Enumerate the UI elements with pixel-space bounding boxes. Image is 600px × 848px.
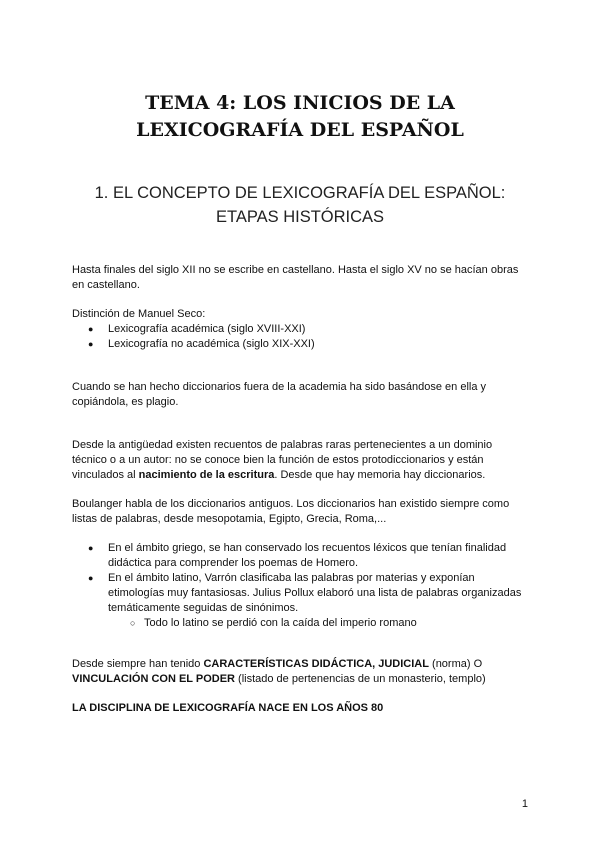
bullet-icon: ● [88, 324, 94, 334]
list-item [72, 322, 532, 337]
document-title [60, 90, 540, 144]
list-item [72, 541, 532, 571]
list-item [72, 337, 532, 352]
section-heading [60, 181, 540, 229]
paragraph-line: Hasta finales del siglo XII no se escribe en castellano. Hasta el siglo XV no se hacían obras [72, 264, 519, 276]
paragraph-line: listas de palabras, desde mesopotamia, Egipto, Grecia, Roma,... [72, 513, 387, 525]
section-heading-line-2: ETAPAS HISTÓRICAS [215, 208, 385, 226]
paragraph-antiguedad [72, 438, 532, 483]
paragraph-line: en castellano. [72, 279, 140, 291]
section-heading-line-1: 1. EL CONCEPTO DE LEXICOGRAFÍA DEL ESPAÑOL: [94, 184, 506, 202]
list-item [72, 571, 532, 631]
paragraph-line: Boulanger habla de los diccionarios antiguos. Los diccionarios han existido siempre como [72, 498, 510, 510]
bold-text: VINCULACIÓN CON EL PODER [72, 673, 235, 685]
circle-bullet-icon: ○ [130, 618, 136, 628]
paragraph-line [72, 701, 532, 716]
bold-text: LA DISCIPLINA DE LEXICOGRAFÍA NACE EN LOS AÑOS 80 [72, 702, 384, 714]
paragraph-line: Desde la antigüedad existen recuentos de palabras raras pertenecientes a un dominio [72, 439, 493, 451]
list-item-text: Lexicografía no académica (siglo XIX-XXI) [108, 338, 315, 350]
paragraph-line: técnico o a un autor: no se conoce bien la función de estos protodiccionarios y están [72, 454, 484, 466]
paragraph-plagio [72, 380, 532, 410]
paragraph-caracteristicas [72, 657, 532, 687]
bullet-icon: ● [88, 543, 94, 553]
text-run: Desde siempre han tenido [72, 658, 204, 670]
bold-text: CARACTERÍSTICAS DIDÁCTICA, JUDICIAL [203, 658, 429, 670]
page-number: 1 [521, 798, 528, 810]
text-run: vinculados al [72, 469, 139, 481]
bold-text: nacimiento de la escritura [138, 469, 275, 481]
paragraph-line: Cuando se han hecho diccionarios fuera de la academia ha sido basándose en ella y [72, 381, 487, 393]
sub-list [108, 616, 532, 631]
paragraph-distincion-intro [72, 307, 532, 322]
title-line-1: TEMA 4: LOS INICIOS DE LA [145, 92, 455, 114]
distinction-list [72, 322, 532, 352]
bullet-icon: ● [88, 339, 94, 349]
sub-list-item [108, 616, 532, 631]
paragraph-line: copiándola, es plagio. [72, 396, 179, 408]
text-run: (listado de pertenencias de un monasterio, templo) [234, 673, 486, 685]
text-run: . Desde que hay memoria hay diccionarios. [274, 469, 486, 481]
paragraph-line [72, 672, 532, 687]
text-run: (norma) O [428, 658, 483, 670]
paragraph-siglos [72, 263, 532, 293]
paragraph-disciplina [72, 701, 532, 716]
title-line-2: LEXICOGRAFÍA DEL ESPAÑOL [136, 119, 464, 141]
paragraph-line [72, 468, 532, 483]
paragraph-line [72, 657, 532, 672]
ambitos-list [72, 541, 532, 631]
list-item-text: Lexicografía académica (siglo XVIII-XXI) [108, 323, 306, 335]
sub-list-item-text: Todo lo latino se perdió con la caída del imperio romano [144, 617, 417, 629]
list-item-text: etimologías muy fantasiosas. Julius Pollux elaboró una lista de palabras organizadas [108, 587, 522, 599]
bullet-icon: ● [88, 573, 94, 583]
paragraph-boulanger [72, 497, 532, 527]
paragraph-line: Distinción de Manuel Seco: [72, 308, 206, 320]
list-item-text: En el ámbito griego, se han conservado los recuentos léxicos que tenían finalidad [108, 542, 507, 554]
list-item-text: En el ámbito latino, Varrón clasificaba las palabras por materias y exponían [108, 572, 475, 584]
list-item-text: didáctica para comprender los poemas de Homero. [108, 557, 359, 569]
list-item-text: temáticamente seguidas de sinónimos. [108, 602, 299, 614]
